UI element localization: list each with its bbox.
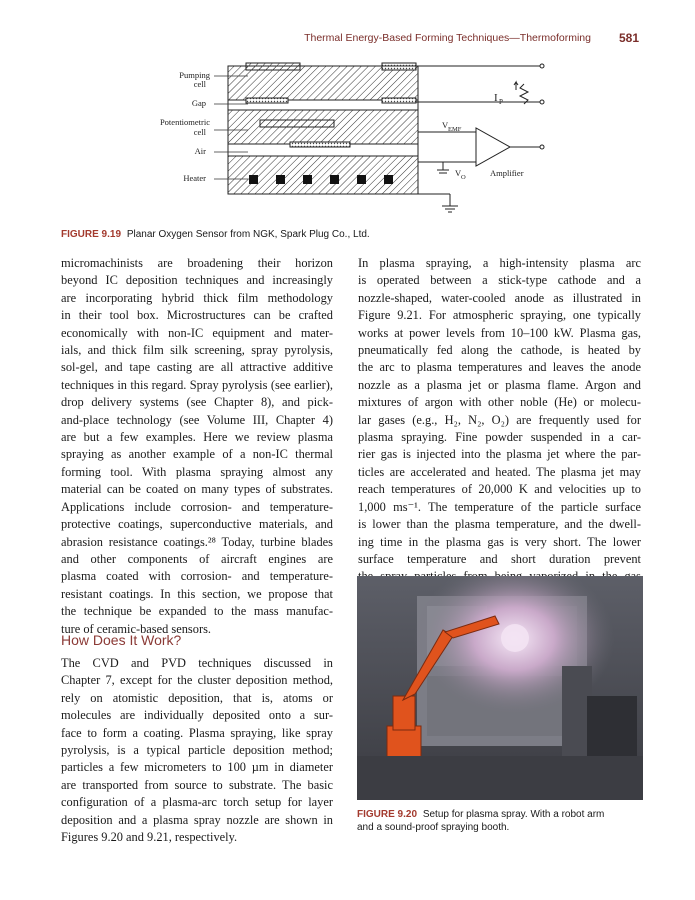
amplifier-symbol (476, 128, 510, 166)
text-line: are but a few examples. Here we review plasma (61, 430, 333, 445)
potentiometric-electrode (260, 120, 334, 127)
text-line: micromachinists are broadening their horizon (61, 256, 333, 270)
text-line: are incorporating hybrid thick film methodology (61, 290, 333, 305)
text-line: in their tool box. Microstructures can be crafted (61, 308, 333, 323)
text-line: ing time in the plasma gas is very short. The lower (358, 534, 641, 549)
pumping-electrode-top (246, 63, 300, 70)
text-line: sol-gel, and tape casting are all attractive additive (61, 360, 333, 375)
text-line: forming tool. With plasma spraying almost any (61, 464, 333, 479)
page-number: 581 (618, 31, 639, 45)
text-line: pneumatically fed along the cathode, is heated by (358, 343, 641, 358)
plasma-spray-robot-photo (357, 576, 643, 800)
planar-oxygen-sensor-diagram (150, 58, 560, 220)
running-header-title: Thermal Energy-Based Forming Techniques—Thermoforming (304, 32, 591, 44)
text-line: ture of ceramic-based sensors. (61, 621, 212, 636)
text-line: lar gases (e.g., H₂, N₂, O₂) are frequently used for (358, 412, 641, 427)
text-line: is operated between a stick-type cathode and a (358, 273, 641, 288)
text-line: Figure 9.21. For atmospheric spraying, one typically (358, 308, 641, 323)
figure-9-20-caption-line-1: Setup for plasma spray. With a robot arm (422, 809, 605, 820)
sensor-body (228, 66, 418, 194)
figure-9-20-label: FIGURE 9.20 (357, 809, 418, 820)
label-pumping-cell-1: Pumping (179, 70, 210, 80)
text-line: resistant coatings. In this section, we propose that (61, 586, 333, 601)
label-heater: Heater (183, 173, 206, 183)
text-line: plasma coated with corrosion- and temperature- (61, 569, 333, 584)
label-vemf: V (442, 120, 449, 130)
text-line: drop delivery systems (see Chapter 8), and pick- (61, 395, 333, 410)
figure-9-19-caption-text: Planar Oxygen Sensor from NGK, Spark Plug Co., Ltd. (126, 229, 370, 240)
text-line: face to form a coating. Plasma spraying, like spray (61, 725, 333, 740)
text-line: are transported from source to substrate. The basic (61, 777, 333, 792)
text-line: techniques in this regard. Spray pyrolysis (see earlier), (61, 377, 333, 392)
text-line: beyond IC deposition techniques and increasingly (61, 273, 333, 288)
figure-9-19-label: FIGURE 9.19 (61, 229, 122, 240)
figure-9-20-caption (357, 808, 647, 834)
text-line: Figures 9.20 and 9.21, respectively. (61, 830, 238, 845)
text-line: material can be coated on many types of substrates. (61, 482, 333, 497)
label-air: Air (194, 146, 206, 156)
label-ip: I (494, 92, 498, 104)
left-column-text-2 (61, 655, 333, 846)
text-line: particles a few micrometers to 100 µm in diameter (61, 760, 333, 775)
text-line: rier gas is injected into the plasma jet where the par- (358, 447, 641, 462)
label-amplifier: Amplifier (490, 168, 524, 178)
text-line: pyrolysis, is a typical particle deposition method; (61, 743, 333, 758)
label-ip-sub: P (499, 98, 503, 106)
text-line: reach temperatures of 20,000 K and velocities up to (358, 482, 641, 497)
text-line: plasma spraying. Fine powder suspended in a car- (358, 430, 641, 445)
text-line: works at power levels from 10–100 kW. Plasma gas, (358, 325, 641, 340)
text-line: economically with non-IC equipment and mater- (61, 325, 333, 340)
text-line: abrasion resistance coatings.²⁸ Today, turbine blades (61, 534, 333, 549)
text-line: 1,000 ms⁻¹. The temperature of the particle surface (358, 499, 641, 514)
label-vo-sub: O (461, 174, 466, 181)
text-line: The CVD and PVD techniques discussed in (61, 656, 333, 670)
air-electrode (290, 142, 350, 147)
left-column-text (61, 255, 333, 638)
gap-electrode-right (382, 98, 416, 103)
text-line: deposition and a plasma spray nozzle are shown in (61, 812, 333, 827)
label-potentiometric-1: Potentiometric (159, 117, 210, 127)
text-line: Applications include corrosion- and temperature- (61, 499, 333, 514)
text-line: the arc to plasma temperatures and leaves the anode (358, 360, 641, 375)
text-line: molecules are individually deposited onto a sur- (61, 708, 333, 723)
text-line: Chapter 7, except for the cluster deposition method, (61, 673, 333, 688)
figure-9-20-caption-line-2: and a sound-proof spraying booth. (357, 822, 510, 833)
text-line: surface temperature and short duration prevent (358, 551, 641, 566)
text-line: nozzle as a plasma jet or plasma flame. Argon and (358, 377, 641, 392)
figure-9-19-caption (61, 229, 661, 240)
text-line: ticles are accelerated and heated. The plasma jet may (358, 464, 641, 479)
right-column-text (358, 255, 641, 586)
text-line: protective coatings, superconductive materials, and (61, 517, 333, 532)
gap-electrode-left (246, 98, 288, 103)
label-vemf-sub: EMF (448, 126, 462, 133)
text-line: nozzle-shaped, water-cooled anode as illustrated in (358, 290, 641, 305)
text-line: and other components of aircraft engines are (61, 551, 333, 566)
text-line: rely on atomistic deposition, that is, atoms or (61, 690, 333, 705)
label-gap: Gap (191, 98, 206, 108)
label-potentiometric-2: cell (193, 127, 206, 137)
running-header (0, 30, 695, 48)
section-heading: How Does It Work? (61, 632, 182, 648)
text-line: is lower than the plasma temperature, and the dwell- (358, 517, 641, 532)
text-line: ials, and thick film silk screening, spray pyrolysis, (61, 343, 333, 358)
label-vo: V (455, 168, 462, 178)
text-line: the technique be expanded to the mass manufac- (61, 604, 333, 619)
text-line: In plasma spraying, a high-intensity plasma arc (358, 256, 641, 270)
text-line: spraying as another example of a non-IC thermal (61, 447, 333, 462)
text-line: mixtures of argon with other noble (He) or molecu- (358, 395, 641, 410)
text-line: and-place technology (see Volume III, Chapter 4) (61, 412, 333, 427)
current-source-symbol (520, 84, 528, 104)
text-line: configuration of a plasma-arc torch setup for layer (61, 795, 333, 810)
label-pumping-cell-2: cell (193, 79, 206, 89)
